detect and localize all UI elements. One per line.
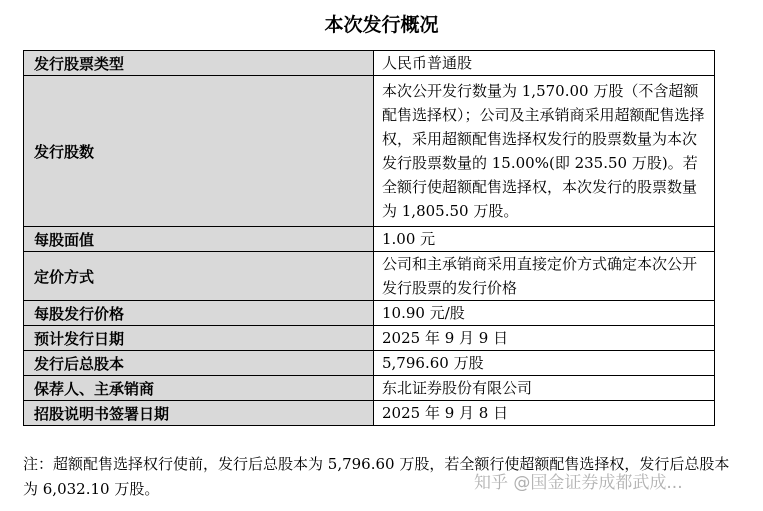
row-label: 每股面值: [24, 227, 374, 252]
row-value: 东北证券股份有限公司: [374, 376, 715, 401]
row-label: 保荐人、主承销商: [24, 376, 374, 401]
row-value: 2025 年 9 月 9 日: [374, 326, 715, 351]
table-row: [24, 351, 715, 376]
zhihu-watermark: 知乎 @国金证券成都武成...: [474, 473, 683, 493]
row-value: 2025 年 9 月 8 日: [374, 401, 715, 426]
row-value: 人民币普通股: [374, 51, 715, 76]
table-row: [24, 252, 715, 301]
table-row: [24, 76, 715, 227]
row-value: 10.90 元/股: [374, 301, 715, 326]
row-label: 发行后总股本: [24, 351, 374, 376]
row-label: 预计发行日期: [24, 326, 374, 351]
table-row: [24, 227, 715, 252]
page-title: 本次发行概况: [324, 14, 439, 36]
row-value: 公司和主承销商采用直接定价方式确定本次公开发行股票的发行价格: [374, 252, 715, 301]
table-row: [24, 51, 715, 76]
table-footnote: 注：超额配售选择权行使前，发行后总股本为 5,796.60 万股，若全额行使超额配售选择权，发行后总股本为 6,032.10 万股。: [23, 455, 730, 498]
row-value: 本次公开发行数量为 1,570.00 万股（不含超额配售选择权）；公司及主承销商采用超额配售选择权，采用超额配售选择权发行的股票数量为本次发行股票数量的 15.00%(即 235.50 万股)。若全额行使超额配售选择权，本次发行的股票数量为 1,805.50 万股。: [374, 76, 715, 227]
table-row: [24, 326, 715, 351]
row-label: 发行股票类型: [24, 51, 374, 76]
table-row: [24, 401, 715, 426]
row-value: 1.00 元: [374, 227, 715, 252]
table-row: [24, 301, 715, 326]
row-label: 发行股数: [24, 76, 374, 227]
issuance-overview-table: [23, 50, 715, 426]
row-label: 每股发行价格: [24, 301, 374, 326]
row-label: 招股说明书签署日期: [24, 401, 374, 426]
row-label: 定价方式: [24, 252, 374, 301]
row-value: 5,796.60 万股: [374, 351, 715, 376]
table-row: [24, 376, 715, 401]
